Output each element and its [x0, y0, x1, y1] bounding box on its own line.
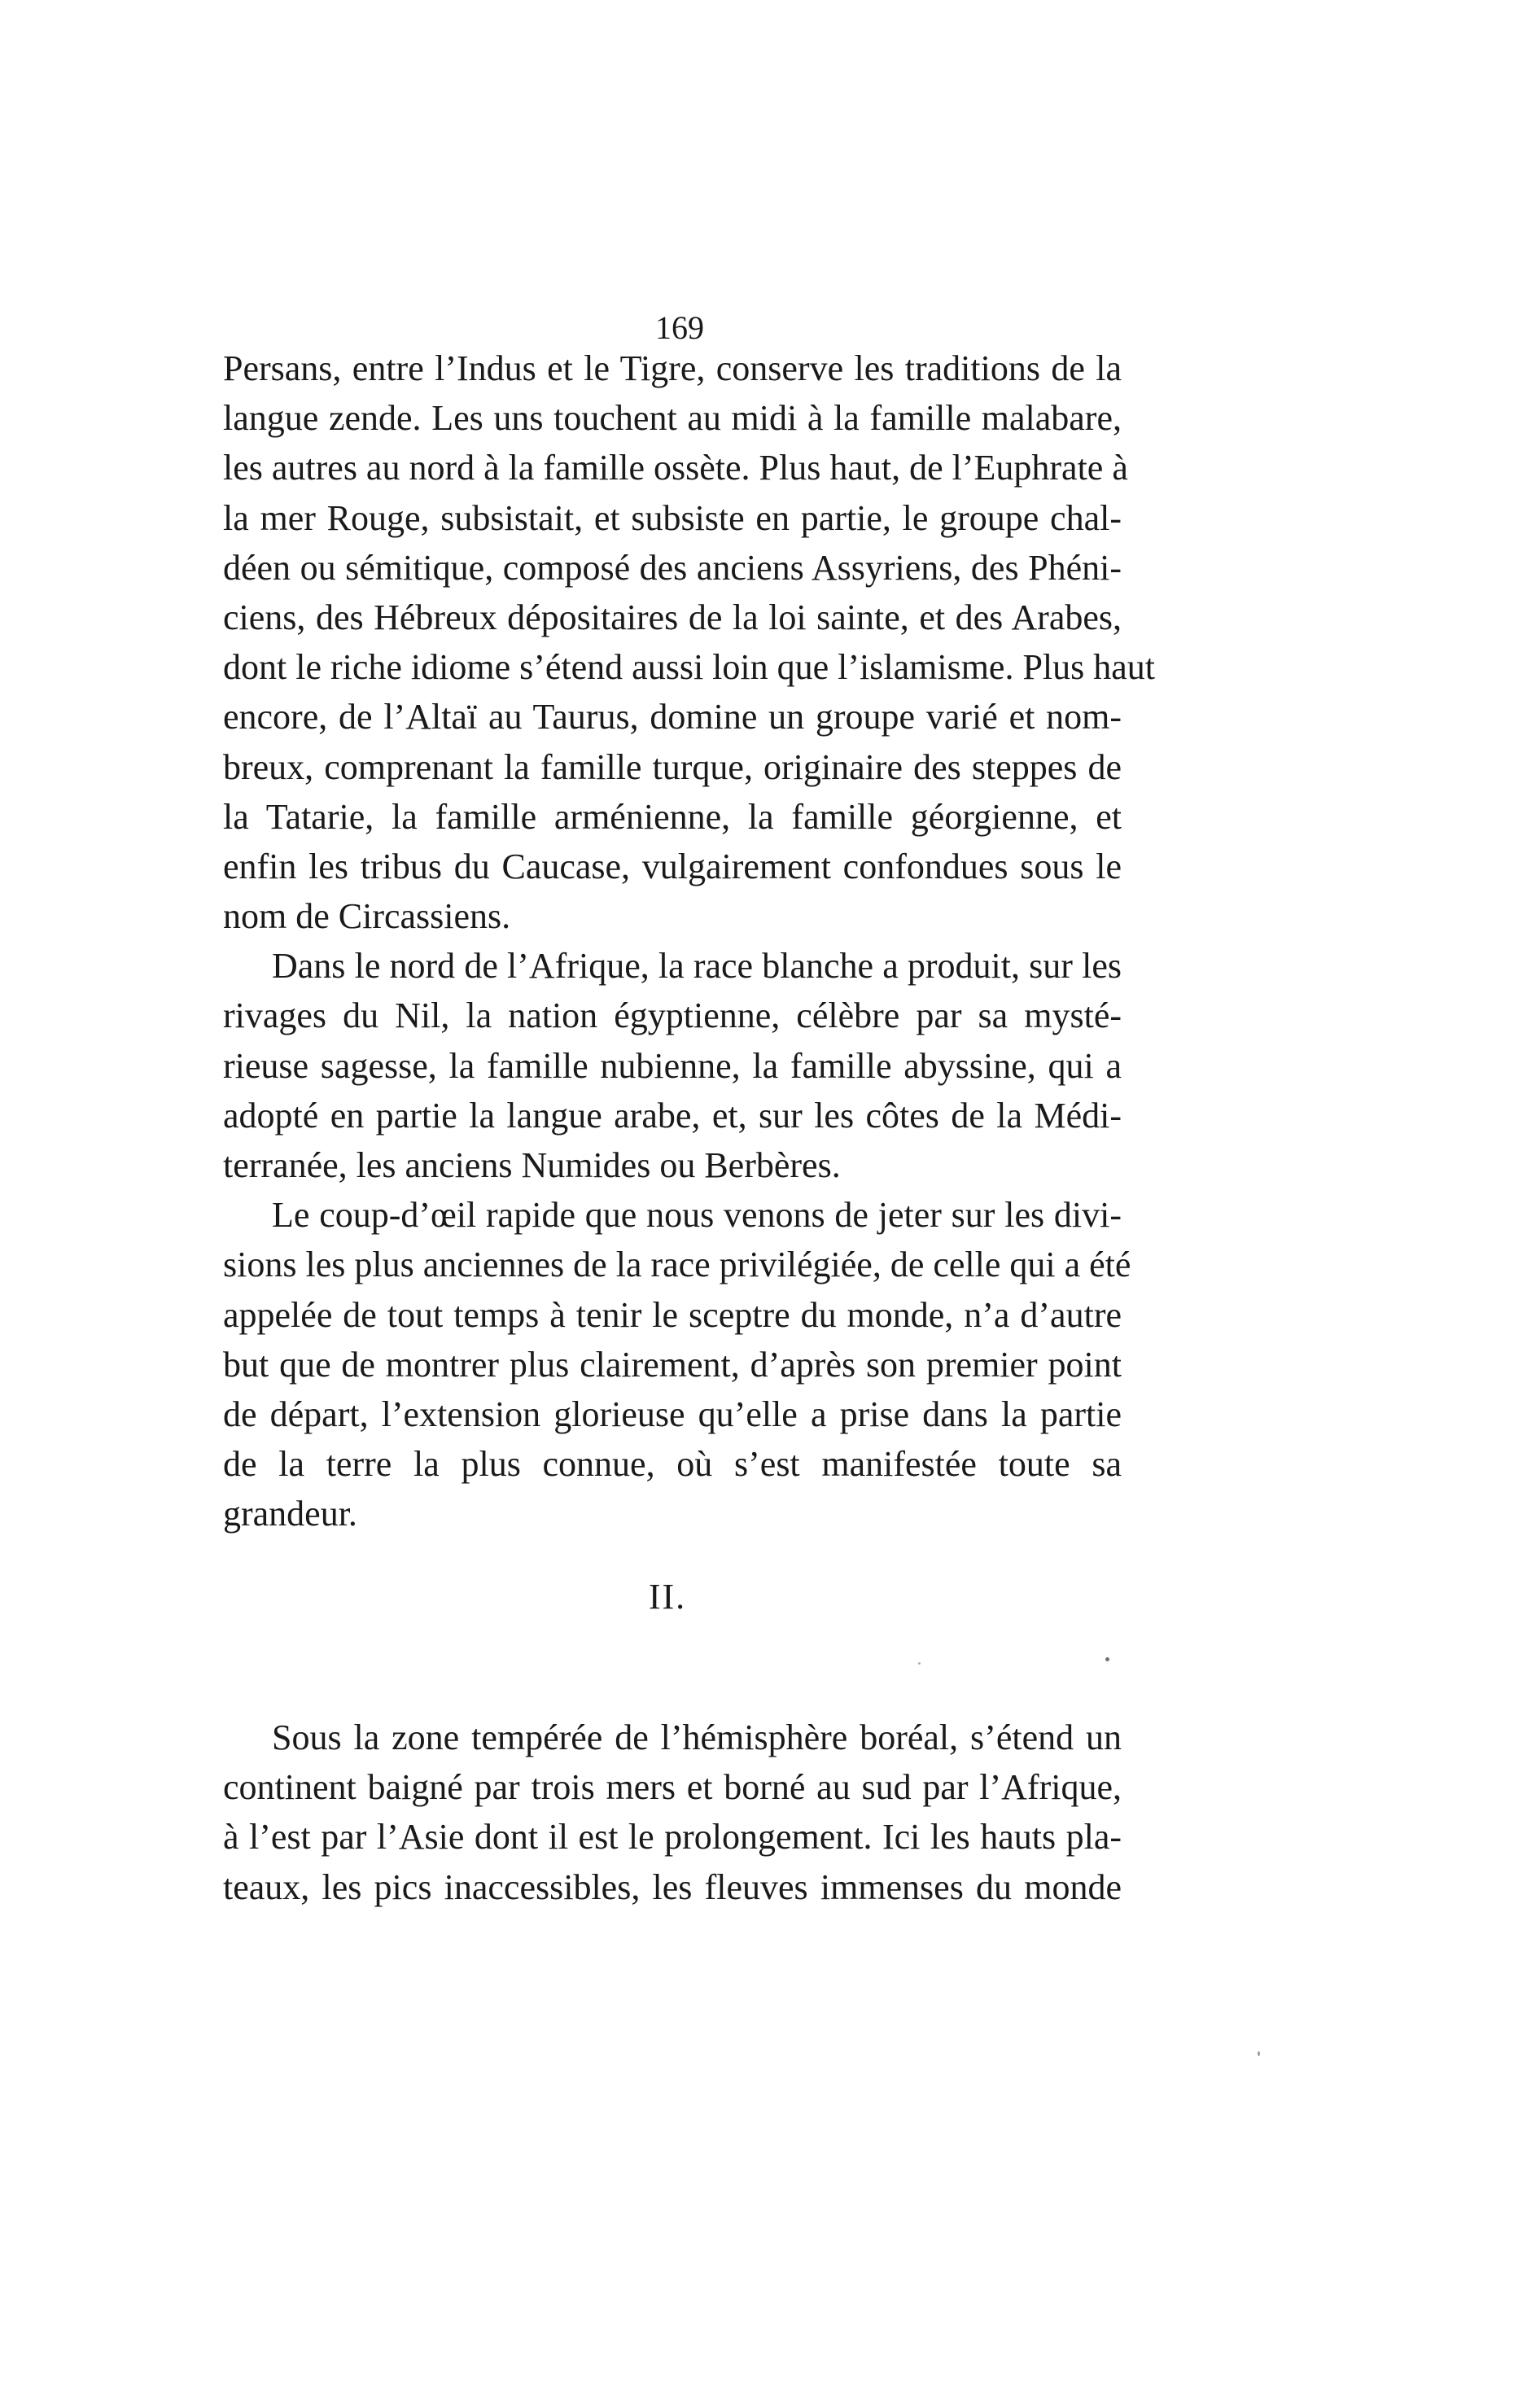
text-line: enfin les tribus du Caucase, vulgairement confondues sous le [223, 846, 1122, 886]
text-line: but que de montrer plus clairement, d’après son premier point [223, 1344, 1122, 1385]
text-line: la mer Rouge, subsistait, et subsiste en partie, le groupe chal- [223, 497, 1122, 538]
text-line: les autres au nord à la famille ossète. Plus haut, de l’Euphrate à [223, 448, 1128, 488]
text-line: Sous la zone tempérée de l’hémisphère boréal, s’étend un [272, 1718, 1122, 1757]
text-line: déen ou sémitique, composé des anciens Assyriens, des Phéni- [223, 547, 1122, 588]
text-line: ciens, des Hébreux dépositaires de la loi sainte, et des Arabes, [223, 597, 1122, 637]
text-block-2 [223, 1713, 1122, 1912]
text-line: rivages du Nil, la nation égyptienne, célèbre par sa mysté- [223, 996, 1122, 1036]
section-heading: II. [648, 1577, 687, 1617]
text-line: rieuse sagesse, la famille nubienne, la famille abyssine, qui a [223, 1045, 1122, 1086]
text-line: grandeur. [223, 1494, 357, 1534]
text-line: Dans le nord de l’Afrique, la race blanche a produit, sur les [272, 946, 1122, 987]
text-line: teaux, les pics inaccessibles, les fleuves immenses du monde [223, 1866, 1122, 1907]
text-line: continent baigné par trois mers et borné au sud par l’Afrique, [223, 1767, 1122, 1808]
text-line: Persans, entre l’Indus et le Tigre, conserve les traditions de la [223, 348, 1122, 388]
text-line: la Tatarie, la famille arménienne, la famille géorgienne, et [223, 796, 1122, 837]
text-line: Le coup-d’œil rapide que nous venons de jeter sur les divi- [272, 1195, 1122, 1236]
text-line: terranée, les anciens Numides ou Berbères. [223, 1145, 841, 1185]
text-line: adopté en partie la langue arabe, et, sur les côtes de la Médi- [223, 1095, 1122, 1136]
text-line: breux, comprenant la famille turque, originaire des steppes de [223, 746, 1122, 787]
text-line: appelée de tout temps à tenir le sceptre du monde, n’a d’autre [223, 1294, 1122, 1335]
text-line: encore, de l’Altaï au Taurus, domine un groupe varié et nom- [223, 697, 1122, 737]
text-line: à l’est par l’Asie dont il est le prolongement. Ici les hauts pla- [223, 1817, 1122, 1858]
scan-speck [1258, 2051, 1260, 2056]
scan-speck [918, 1662, 921, 1665]
text-line: langue zende. Les uns touchent au midi à la famille malabare, [223, 398, 1122, 439]
text-line: dont le riche idiome s’étend aussi loin que l’islamisme. Plus haut [223, 647, 1156, 688]
text-block-1 [223, 344, 1156, 1539]
text-line: sions les plus anciennes de la race privilégiée, de celle qui a été [223, 1245, 1131, 1285]
text-line: de la terre la plus connue, où s’est manifestée toute sa [223, 1444, 1122, 1485]
page-number: 169 [655, 309, 704, 346]
text-line: de départ, l’extension glorieuse qu’elle a prise dans la partie [223, 1394, 1122, 1434]
scan-speck [1105, 1657, 1109, 1661]
text-line: nom de Circassiens. [223, 896, 511, 937]
